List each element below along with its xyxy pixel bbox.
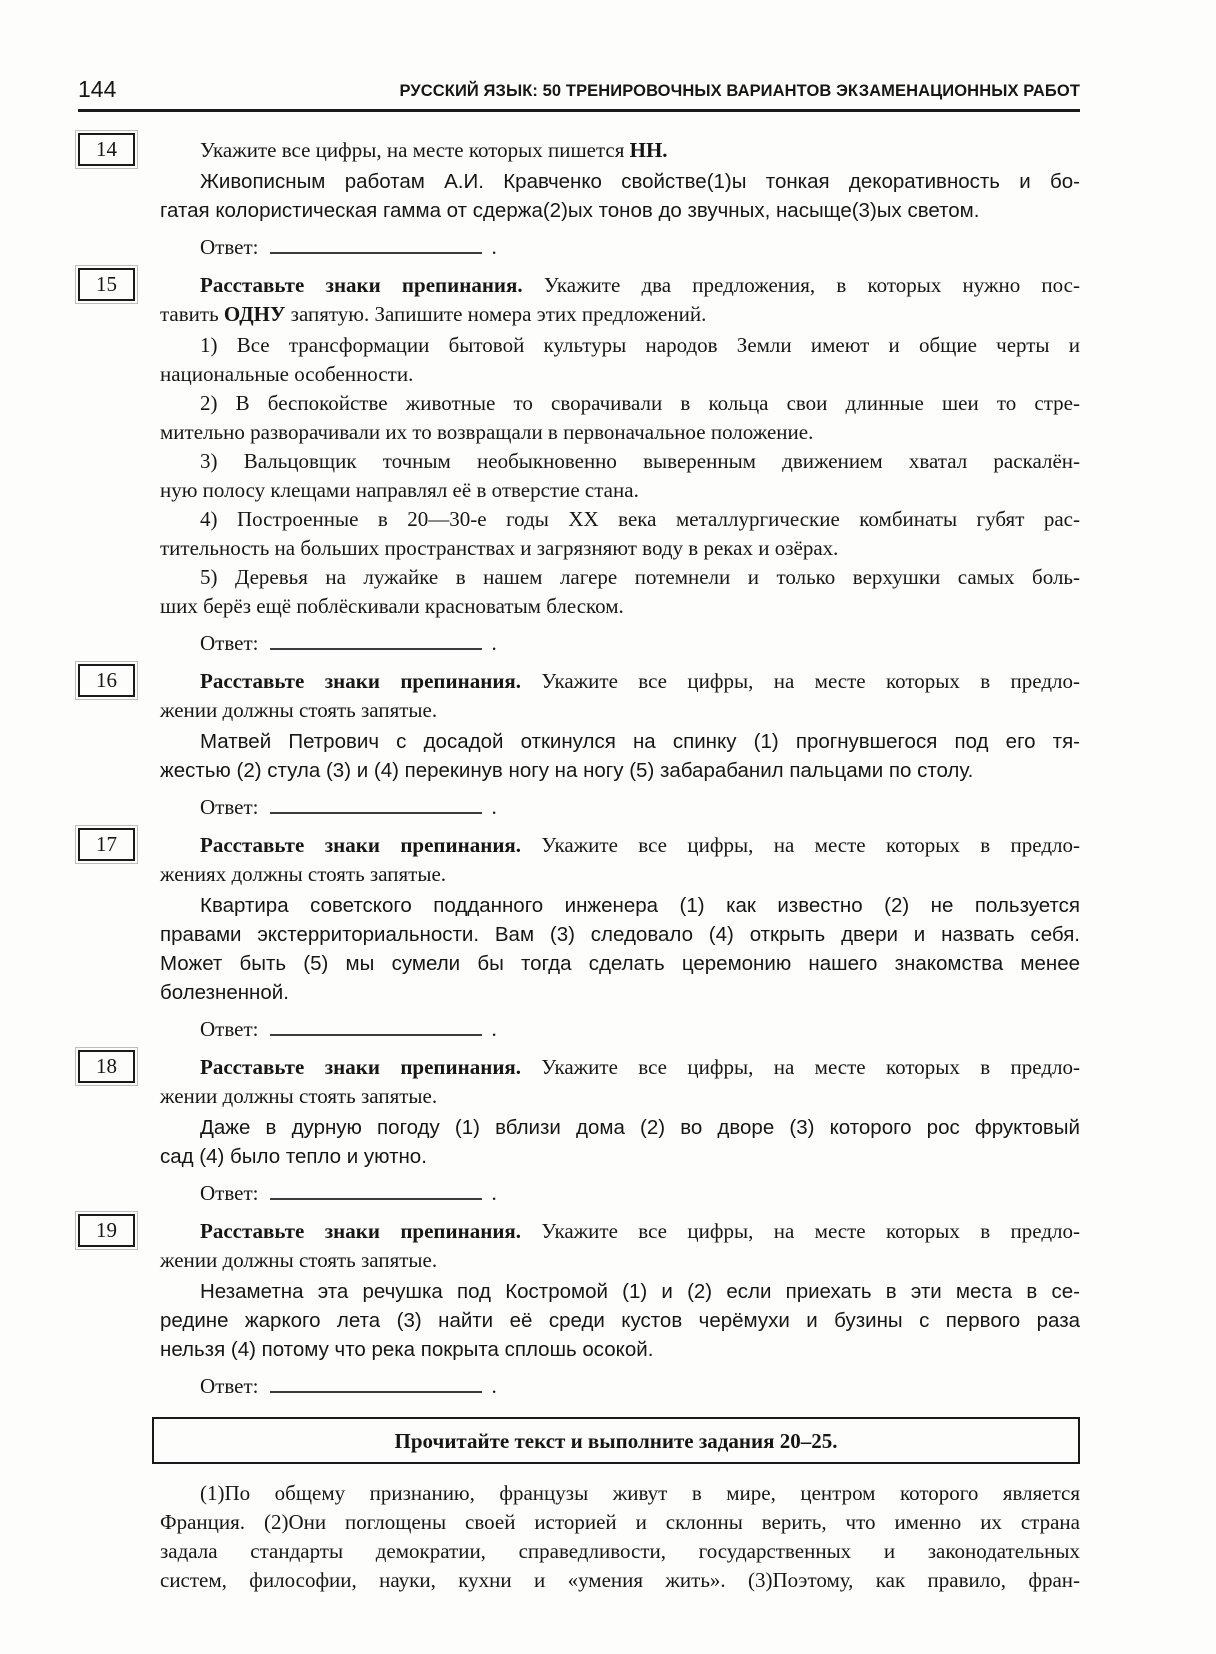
- task-number-box: [78, 268, 135, 301]
- task-sentence: Квартира советского подданного инженера (1) как известно (2) не пользуется правами экстерриториальности. Вам (3) следовало (4) открыть двери и назвать себя. Может быть (5) мы сумели бы тогда сделать церемонию нашего знакомства менее болезненной.: [160, 894, 1080, 1004]
- answer-blank: [270, 1186, 482, 1200]
- page-content: [78, 136, 1080, 1595]
- header-title: РУССКИЙ ЯЗЫК: 50 ТРЕНИРОВОЧНЫХ ВАРИАНТОВ ЭКЗАМЕНАЦИОННЫХ РАБОТ: [399, 82, 1080, 100]
- task-sentence: Незаметна эта речушка под Костромой (1) и (2) если приехать в эти места в се- редине жаркого лета (3) найти её среди кустов черёмухи и бузины с первого раза нельзя (4) потому что река покрыта сплошь осокой.: [160, 1280, 1080, 1361]
- task-instruction: Расставьте знаки препинания. Укажите все цифры, на месте которых в предло- жении должны стоять запятые.: [160, 1219, 1080, 1272]
- reading-instruction-box: [152, 1417, 1080, 1464]
- answer-blank: [270, 636, 482, 650]
- answer-row: [160, 1179, 1080, 1208]
- header-rule: [78, 109, 1080, 112]
- task-number: 14: [96, 137, 117, 161]
- task-number-box: [78, 133, 135, 166]
- option-1: 1) Все трансформации бытовой культуры народов Земли имеют и общие черты и национальные особенности.: [160, 333, 1080, 386]
- answer-period: .: [491, 235, 497, 259]
- task-number-box: [78, 828, 135, 861]
- answer-row: [160, 793, 1080, 822]
- task-number: 19: [96, 1218, 117, 1242]
- page-header: [78, 76, 1080, 102]
- answer-label: Ответ:: [200, 1181, 259, 1205]
- task-instruction: Расставьте знаки препинания. Укажите два предложения, в которых нужно пос- тавить ОДНУ запятую. Запишите номера этих предложений.: [160, 273, 1080, 326]
- task-16: [78, 667, 1080, 822]
- task-sentence: Живописным работам А.И. Кравченко свойстве(1)ы тонкая декоративность и бо- гатая колористическая гамма от сдержа(2)ых тонов до звучных, насыще(3)ых светом.: [160, 170, 1080, 222]
- task-number: 18: [96, 1054, 117, 1078]
- task-18: [78, 1053, 1080, 1208]
- answer-row: [160, 1372, 1080, 1401]
- task-instruction: Расставьте знаки препинания. Укажите все цифры, на месте которых в предло- жении должны стоять запятые.: [160, 669, 1080, 722]
- task-14: [78, 136, 1080, 262]
- answer-row: [160, 233, 1080, 262]
- answer-row: [160, 629, 1080, 658]
- task-number-box: [78, 1214, 135, 1247]
- page-number: 144: [78, 76, 117, 102]
- task-number-box: [78, 1050, 135, 1083]
- task-15: [78, 271, 1080, 658]
- answer-period: .: [491, 631, 497, 655]
- answer-blank: [270, 240, 482, 254]
- answer-period: .: [491, 1181, 497, 1205]
- answer-row: [160, 1015, 1080, 1044]
- option-4: 4) Построенные в 20—30-е годы XX века металлургические комбинаты губят рас- тительность на больших пространствах и загрязняют воду в реках и озёрах.: [160, 507, 1080, 560]
- task-number: 15: [96, 272, 117, 296]
- answer-label: Ответ:: [200, 1374, 259, 1398]
- task-number: 16: [96, 668, 117, 692]
- task-instruction: Расставьте знаки препинания. Укажите все цифры, на месте которых в предло- жениях должны стоять запятые.: [160, 833, 1080, 886]
- option-2: 2) В беспокойстве животные то сворачивали в кольца свои длинные шеи то стре- мительно разворачивали их то возвращали в первоначальное положение.: [160, 391, 1080, 444]
- task-instruction: Укажите все цифры, на месте которых пишется НН.: [200, 138, 668, 162]
- answer-period: .: [491, 1017, 497, 1041]
- answer-period: .: [491, 1374, 497, 1398]
- task-instruction: Расставьте знаки препинания. Укажите все цифры, на месте которых в предло- жении должны стоять запятые.: [160, 1055, 1080, 1108]
- reading-paragraph: (1)По общему признанию, французы живут в мире, центром которого является Франция. (2)Они поглощены своей историей и склонны верить, что именно их страна задала стандарты демократии, справедливости, государственных и законодательных систем, философии, науки, кухни и «умения жить». (3)Поэтому, как правило, фран-: [160, 1481, 1080, 1592]
- reading-instruction-title: Прочитайте текст и выполните задания 20–25.: [394, 1429, 838, 1453]
- answer-label: Ответ:: [200, 1017, 259, 1041]
- answer-label: Ответ:: [200, 795, 259, 819]
- answer-blank: [270, 1379, 482, 1393]
- option-5: 5) Деревья на лужайке в нашем лагере потемнели и только верхушки самых боль- ших берёз ещё поблёскивали красноватым блеском.: [160, 565, 1080, 618]
- task-number-box: [78, 664, 135, 697]
- task-sentence: Матвей Петрович с досадой откинулся на спинку (1) прогнувшегося под его тя- жестью (2) стула (3) и (4) перекинув ногу на ногу (5) забарабанил пальцами по столу.: [160, 730, 1080, 782]
- task-sentence: Даже в дурную погоду (1) вблизи дома (2) во дворе (3) которого рос фруктовый сад (4) было тепло и уютно.: [160, 1116, 1080, 1168]
- option-3: 3) Вальцовщик точным необыкновенно выверенным движением хватал раскалён- ную полосу клещами направлял её в отверстие стана.: [160, 449, 1080, 502]
- answer-blank: [270, 1022, 482, 1036]
- task-17: [78, 831, 1080, 1044]
- task-19: [78, 1217, 1080, 1401]
- answer-period: .: [491, 795, 497, 819]
- task-number: 17: [96, 832, 117, 856]
- answer-label: Ответ:: [200, 631, 259, 655]
- answer-label: Ответ:: [200, 235, 259, 259]
- answer-blank: [270, 800, 482, 814]
